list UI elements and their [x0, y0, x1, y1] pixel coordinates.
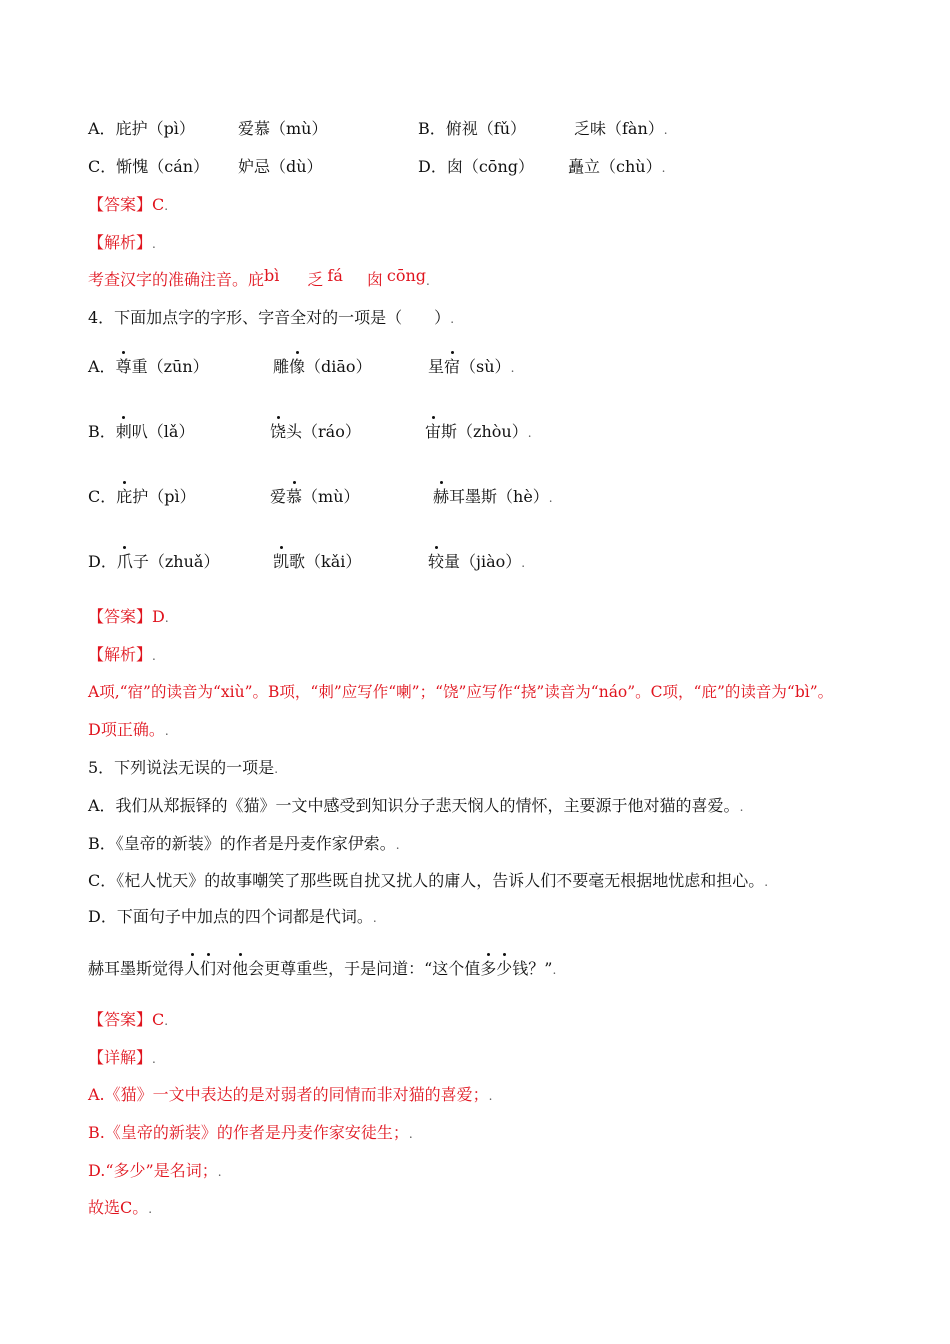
q4-b3-rest: 斯（zhòu）	[441, 422, 528, 441]
q5-detail-2-text: B.《皇帝的新装》的作者是丹麦作家安徒生；	[88, 1123, 409, 1142]
q3-option-b-item1: 俯视（fǔ）	[445, 119, 526, 138]
q5-option-a: A．我们从郑振铎的《猫》一文中感受到知识分子悲天悯人的情怀，主要源于他对猫的喜爱。.	[88, 796, 744, 815]
q5-option-d-text: D．下面句子中加点的四个词都是代词。	[88, 907, 373, 926]
q3-option-b-item2-text: 乏味（fàn）	[574, 119, 664, 138]
q4-c3-rest: 耳墨斯（hè）	[449, 487, 549, 506]
q3-row1	[88, 118, 195, 140]
q5-stem: 5．下列说法无误的一项是.	[88, 758, 279, 777]
q3-analysis-word2: 乏	[307, 270, 324, 289]
q4-a2	[273, 356, 372, 378]
q5-answer-value: C	[152, 1010, 165, 1029]
q4-option-b	[88, 421, 194, 443]
q4-a2-pre: 雕	[273, 357, 290, 376]
q5-detail-3: D.“多少”是名词；.	[88, 1161, 222, 1180]
q4-option-b-label: B．	[88, 422, 116, 441]
q4-option-a-label: A．	[88, 357, 116, 376]
q4-a3-dotted: 宿	[444, 357, 461, 376]
q5-sentence-part3: 会更尊重些，于是问道：“这个值	[248, 959, 481, 978]
q4-d2-rest: 歌（kǎi）	[289, 552, 362, 571]
q4-d2-dotted: 凯	[273, 552, 290, 571]
q4-option-c	[88, 486, 196, 508]
q4-option-d	[88, 551, 219, 573]
q4-d3-dotted: 较	[428, 552, 445, 571]
q3-analysis-pinyin1: bì	[264, 266, 280, 285]
q5-option-b-text: B．《皇帝的新装》的作者是丹麦作家伊索。	[88, 834, 396, 853]
q5-sentence: 赫耳墨斯觉得人们对他会更尊重些，于是问道：“这个值多少钱？”.	[88, 959, 557, 978]
q4-c2	[270, 486, 360, 508]
q4-analysis-line2-text: D项正确。	[88, 720, 165, 739]
q5-detail-4: 故选C。.	[88, 1198, 153, 1217]
q5-detail-2: B.《皇帝的新装》的作者是丹麦作家安徒生；.	[88, 1123, 413, 1142]
q3-analysis-label-text: 【解析】	[88, 233, 153, 252]
q5-sentence-part1: 赫耳墨斯觉得	[88, 959, 185, 978]
q5-option-c: C．《杞人忧天》的故事嘲笑了那些既自扰又扰人的庸人，告诉人们不要毫无根据地忧虑和担心。.	[88, 871, 769, 890]
q3-option-b-label: B．	[418, 119, 446, 138]
q4-b1-dotted: 刺	[115, 422, 132, 441]
q4-d2	[273, 551, 361, 573]
q5-option-b: B．《皇帝的新装》的作者是丹麦作家伊索。.	[88, 834, 400, 853]
q3-row2	[88, 156, 209, 178]
q3-option-d-item1: 囱（cōng）	[446, 157, 534, 176]
q4-analysis-line2: D项正确。.	[88, 720, 169, 739]
q3-option-b-item2: 乏味（fàn）.	[574, 119, 668, 138]
q5-detail-label: 【详解】.	[88, 1048, 156, 1067]
q5-detail-1-text: A.《猫》一文中表达的是对弱者的同情而非对猫的喜爱；	[88, 1085, 489, 1104]
q5-option-c-text: C．《杞人忧天》的故事嘲笑了那些既自扰又扰人的庸人，告诉人们不要毫无根据地忧虑和担心。	[88, 871, 765, 890]
q3-answer-value: C	[152, 195, 165, 214]
q4-c3-dotted: 赫	[433, 487, 450, 506]
q3-analysis-main: 考查汉字的准确注音。庇	[88, 270, 265, 289]
q4-c2-pre: 爱	[270, 487, 287, 506]
q4-a1-dotted: 尊	[115, 357, 132, 376]
q5-option-a-text: A．我们从郑振铎的《猫》一文中感受到知识分子悲天悯人的情怀，主要源于他对猫的喜爱。	[88, 796, 740, 815]
q4-d1-rest: 子（zhuǎ）	[132, 552, 220, 571]
q4-option-a	[88, 356, 209, 378]
q3-analysis-text: 考查汉字的准确注音。庇bì 乏 fá 囱 cōng.	[88, 266, 430, 289]
q5-sentence-dotted3: 他	[232, 959, 249, 978]
q4-a2-dotted: 像	[289, 357, 306, 376]
q3-analysis-label: 【解析】.	[88, 233, 156, 252]
q4-b2	[270, 421, 361, 443]
q3-option-d-item2: 矗立（chù）.	[568, 157, 666, 176]
q3-answer: 【答案】C.	[88, 195, 169, 214]
q5-sentence-dotted1: 人	[184, 959, 201, 978]
q4-answer-label: 【答案】	[88, 607, 153, 626]
q4-c1-rest: 护（pì）	[132, 487, 196, 506]
q3-analysis-pinyin2: fá	[327, 266, 343, 285]
q3-option-a-label: A．	[88, 119, 116, 138]
q3-option-c-item1: 惭愧（cán）	[116, 157, 210, 176]
q4-option-c-label: C．	[88, 487, 117, 506]
q5-option-d: D．下面句子中加点的四个词都是代词。.	[88, 907, 377, 926]
q5-detail-4-text: 故选C。	[88, 1198, 149, 1217]
q4-a3-rest: （sù）	[460, 357, 511, 376]
q4-d1-dotted: 爪	[116, 552, 133, 571]
q3-option-c-item2: 妒忌（dù）	[238, 157, 323, 176]
q4-b2-rest: 头（ráo）	[286, 422, 361, 441]
q5-detail-label-text: 【详解】	[88, 1048, 153, 1067]
q4-answer-value: D	[152, 607, 165, 626]
q5-sentence-dotted2: 们	[200, 959, 217, 978]
q4-c3: 赫耳墨斯（hè）.	[433, 487, 553, 506]
q4-c1-dotted: 庇	[116, 487, 133, 506]
q3-answer-label: 【答案】	[88, 195, 153, 214]
q4-d3-rest: 量（jiào）	[444, 552, 522, 571]
q5-answer-label: 【答案】	[88, 1010, 153, 1029]
q5-detail-3-text: D.“多少”是名词；	[88, 1161, 218, 1180]
q4-answer: 【答案】D.	[88, 607, 169, 626]
q4-option-d-label: D．	[88, 552, 117, 571]
q4-stem-text: 4．下面加点字的字形、字音全对的一项是（ ）	[88, 308, 451, 327]
q4-a2-rest: （diāo）	[305, 357, 372, 376]
q5-sentence-dotted5: 少	[496, 959, 513, 978]
q3-option-a-item1: 庇护（pì）	[115, 119, 195, 138]
q4-b2-dotted: 饶	[270, 422, 287, 441]
q3-analysis-word3: 囱	[366, 270, 383, 289]
q3-option-d-label: D．	[418, 157, 447, 176]
q4-a3-pre: 星	[428, 357, 445, 376]
q4-analysis-line1: A项,“宿”的读音为“xiù”。B项，“刺”应写作“喇”；“饶”应写作“挠”读音为“náo”。C项，“庇”的读音为“bì”。	[88, 683, 834, 701]
q5-stem-text: 5．下列说法无误的一项是	[88, 758, 275, 777]
q5-sentence-part4: 钱？”	[512, 959, 553, 978]
q4-a1-rest: 重（zūn）	[131, 357, 209, 376]
q4-b3-dotted: 宙	[425, 422, 442, 441]
q4-a3: 星宿（sù）.	[428, 357, 515, 376]
q3-option-d	[418, 156, 534, 178]
q4-stem: 4．下面加点字的字形、字音全对的一项是（ ）.	[88, 308, 455, 327]
q5-detail-1: A.《猫》一文中表达的是对弱者的同情而非对猫的喜爱；.	[88, 1085, 493, 1104]
q4-analysis-label: 【解析】.	[88, 645, 156, 664]
q4-b1-rest: 叭（lǎ）	[131, 422, 195, 441]
q4-analysis-label-text: 【解析】	[88, 645, 153, 664]
q4-c2-dotted: 慕	[286, 487, 303, 506]
q5-sentence-part2: 对	[216, 959, 233, 978]
q4-b3: 宙斯（zhòu）.	[425, 422, 532, 441]
q3-option-b	[418, 118, 526, 140]
q3-option-c-label: C．	[88, 157, 117, 176]
q4-d3: 较量（jiào）.	[428, 552, 526, 571]
q5-sentence-dotted4: 多	[480, 959, 497, 978]
q3-analysis-pinyin3: cōng	[386, 266, 427, 285]
q3-option-a-item2: 爱慕（mù）	[238, 119, 328, 138]
q3-option-d-item2-text: 矗立（chù）	[568, 157, 662, 176]
q5-answer: 【答案】C.	[88, 1010, 169, 1029]
q4-c2-rest: （mù）	[302, 487, 360, 506]
